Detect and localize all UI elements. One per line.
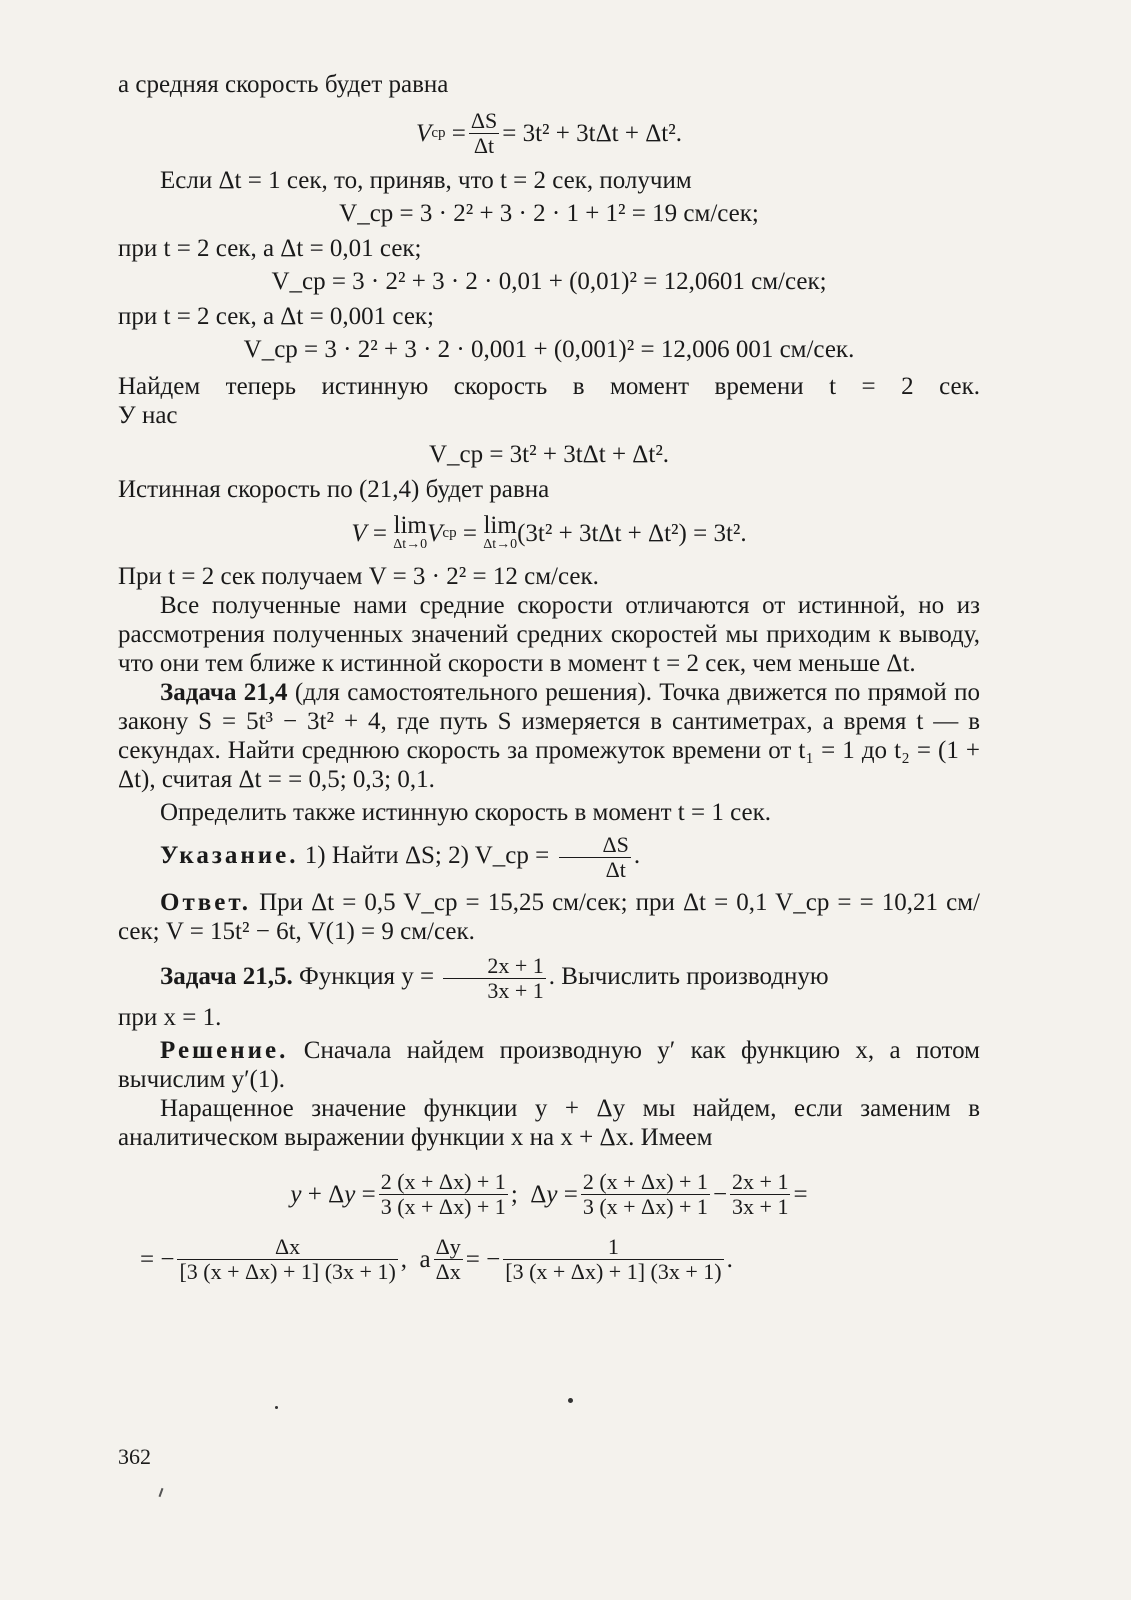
fraction: $\frac{\Delta x}{[3 (x + \Delta x) + 1] (3x + 1)}$ xyxy=(179,1234,396,1284)
text-line: при t = 2 сек, а Δt = 0,01 сек; xyxy=(118,235,422,262)
paragraph: Наращенное значение функции y + Δy мы найдем, если заменим в аналитическом выражении функции x на x + Δx. Имеем xyxy=(118,1095,980,1151)
equation: V_ср = 3 · 2² + 3 · 2 · 0,001 + (0,001)² = 12,006 001 см/сек. xyxy=(243,336,855,363)
solution-label: Решение. xyxy=(160,1037,289,1064)
fraction: $\frac{1}{[3 (x + \Delta x) + 1] (3x + 1)}$ xyxy=(505,1234,722,1284)
text-line: Найдем теперь истинную скорость в момент времени t = 2 сек. xyxy=(118,373,980,400)
text-line: при t = 2 сек, а Δt = 0,001 сек; xyxy=(118,303,435,330)
task-21-4: Задача 21,4 (для самостоятельного решения). Точка движется по прямой по закону S = 5t³ − 3t² + 4, где путь S измеряется в сантиметрах, а время t — в секундах. Найти среднюю скорость за промежуток времени от t₁ = 1 до t₂ = (1 + Δt), считая Δt = = 0,5; 0,3; 0,1. xyxy=(118,679,980,793)
answer-label: Ответ. xyxy=(160,889,251,916)
text-line: при x = 1. xyxy=(118,1004,222,1031)
paragraph: Все полученные нами средние скорости отличаются от истинной, но из рассмотрения полученных значений средних скоростей мы приходим к выводу, что они тем ближе к истинной скорости в момент t = 2 сек, чем меньше Δt. xyxy=(118,592,980,677)
equation: V_ср = 3t² + 3tΔt + Δt². xyxy=(428,441,670,468)
equation: V_ср = 3 · 2² + 3 · 2 · 0,01 + (0,01)² = 12,0601 см/сек; xyxy=(271,268,827,295)
hint: Указание. 1) Найти ΔS; 2) V_ср = $\frac{\Delta S}{\Delta t}$ . xyxy=(160,832,641,882)
task-label: Задача 21,4 xyxy=(160,679,288,706)
fraction: $\frac{2x + 1}{3x + 1}$ xyxy=(443,954,545,1003)
equation-average-velocity: V ср = $\frac{\Delta S}{\Delta t}$ = 3t² + 3tΔt + Δt². xyxy=(416,108,682,158)
text-line: Если Δt = 1 сек, то, приняв, что t = 2 сек, получим xyxy=(160,167,692,194)
fraction: $\frac{2x + 1}{3x + 1}$ xyxy=(732,1169,789,1219)
ink-speck xyxy=(568,1398,573,1403)
fraction: $\frac{\Delta y}{\Delta x}$ xyxy=(435,1234,461,1284)
equation: V_ср = 3 · 2² + 3 · 2 · 1 + 1² = 19 см/сек; xyxy=(339,200,759,227)
task-label: Задача 21,5. xyxy=(160,963,293,991)
solution: Решение. Сначала найдем производную y′ как функцию x, а потом вычислим y′(1). xyxy=(118,1037,980,1093)
text-line: Истинная скорость по (21,4) будет равна xyxy=(118,476,550,503)
ink-speck xyxy=(275,1406,278,1409)
text-line: а средняя скорость будет равна xyxy=(118,71,449,98)
task-21-5: Задача 21,5. Функция y = $\frac{2x + 1}{3x + 1}$ . Вычислить производную xyxy=(160,953,829,1003)
equation-limit: V = lim Δt→0 V ср = lim Δt→0 (3t² + 3tΔt + Δt²) = 3t². xyxy=(351,512,747,552)
page-number: 362 xyxy=(118,1444,151,1469)
fraction: $\frac{2 (x + \Delta x) + 1}{3 (x + \Delta x) + 1}$ xyxy=(380,1169,506,1219)
fraction: $\frac{\Delta S}{\Delta t}$ xyxy=(470,108,498,158)
text-line: Определить также истинную скорость в момент t = 1 сек. xyxy=(160,799,771,826)
fraction: $\frac{2 (x + \Delta x) + 1}{3 (x + \Delta x) + 1}$ xyxy=(582,1169,708,1219)
ink-speck xyxy=(159,1488,164,1497)
limit: lim Δt→0 xyxy=(483,512,518,552)
page-content xyxy=(118,70,980,1284)
text-line: При t = 2 сек получаем V = 3 · 2² = 12 см/сек. xyxy=(118,563,599,590)
equation-increment: y + Δ y = $\frac{2 (x + \Delta x) + 1}{3 (x + \Delta x) + 1}$ ; Δ y = $\frac{2 (x + \Delta x) + 1}{3 (x + \Delta x) + 1}$ − $\frac{2x + 1}{3x + 1}$ = xyxy=(290,1169,808,1219)
text-line: У нас xyxy=(118,402,178,429)
hint-label: Указание. xyxy=(160,842,299,870)
fraction: $\frac{\Delta S}{\Delta t}$ xyxy=(559,833,631,882)
equation-ratio: = − $\frac{\Delta x}{[3 (x + \Delta x) + 1] (3x + 1)}$ , а $\frac{\Delta y}{\Delta x}$ = − $\frac{1}{[3 (x + \Delta x) + 1] (3x + 1)}$ . xyxy=(140,1234,733,1284)
answer: Ответ. При Δt = 0,5 V_ср = 15,25 см/сек; при Δt = 0,1 V_ср = = 10,21 см/сек; V = 15t² − 6t, V(1) = 9 см/сек. xyxy=(118,889,980,945)
limit: lim Δt→0 xyxy=(393,512,428,552)
